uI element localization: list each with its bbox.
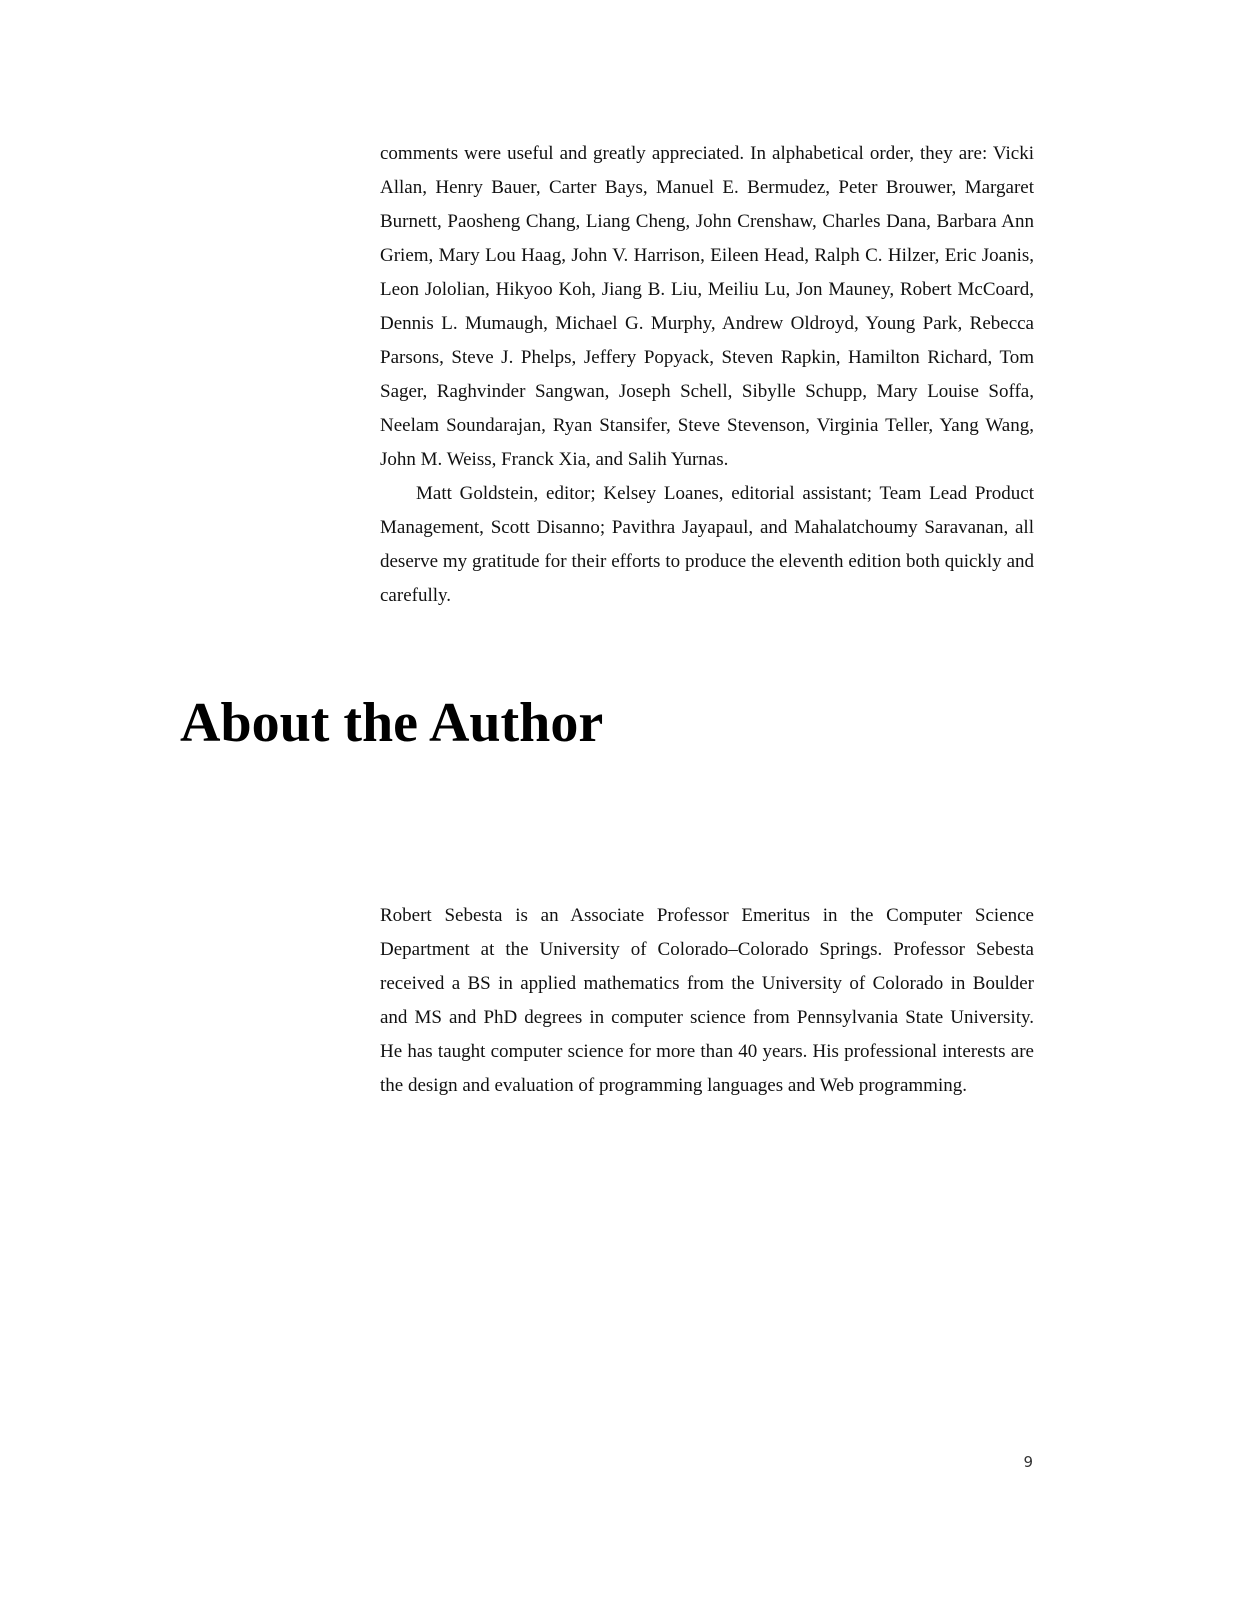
production-credits-paragraph: Matt Goldstein, editor; Kelsey Loanes, editorial assistant; Team Lead Product Management, Scott Disanno; Pavithra Jayapaul, and Mahalatchoumy Saravanan, all deserve my gratitude for their efforts to produce the eleventh edition both quickly and carefully.: [380, 483, 1034, 606]
author-bio-section: [380, 899, 1034, 1103]
author-bio-paragraph: Robert Sebesta is an Associate Professor Emeritus in the Computer Science Department at the University of Colorado–Colorado Springs. Professor Sebesta received a BS in applied mathematics from the University of Colorado in Boulder and MS and PhD degrees in computer science from Pennsylvania State University. He has taught computer science for more than 40 years. His professional interests are the design and evaluation of programming languages and Web programming.: [380, 905, 1034, 1096]
acknowledgments-paragraph: comments were useful and greatly appreciated. In alphabetical order, they are: Vicki Allan, Henry Bauer, Carter Bays, Manuel E. Bermudez, Peter Brouwer, Margaret Burnett, Paosheng Chang, Liang Cheng, John Crenshaw, Charles Dana, Barbara Ann Griem, Mary Lou Haag, John V. Harrison, Eileen Head, Ralph C. Hilzer, Eric Joanis, Leon Jololian, Hikyoo Koh, Jiang B. Liu, Meiliu Lu, Jon Mauney, Robert McCoard, Dennis L. Mumaugh, Michael G. Murphy, Andrew Oldroyd, Young Park, Rebecca Parsons, Steve J. Phelps, Jeffery Popyack, Steven Rapkin, Hamilton Richard, Tom Sager, Raghvinder Sangwan, Joseph Schell, Sibylle Schupp, Mary Louise Soffa, Neelam Soundarajan, Ryan Stansifer, Steve Stevenson, Virginia Teller, Yang Wang, John M. Weiss, Franck Xia, and Salih Yurnas.: [380, 143, 1034, 470]
page-number: 9: [1023, 1453, 1033, 1471]
about-author-heading: About the Author: [180, 692, 604, 754]
acknowledgments-section: [380, 137, 1034, 613]
